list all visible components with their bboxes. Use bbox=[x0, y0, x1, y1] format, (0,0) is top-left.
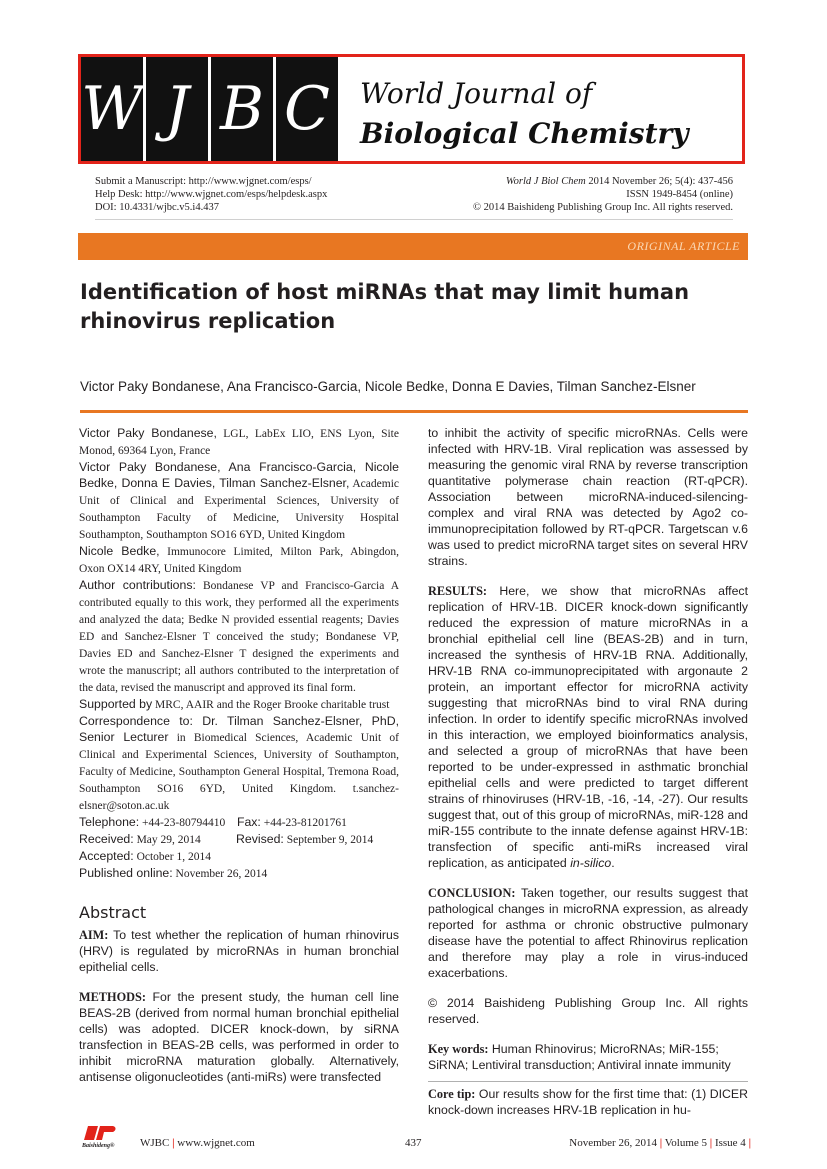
journal-masthead bbox=[78, 54, 745, 164]
article-type-label: ORIGINAL ARTICLE bbox=[627, 239, 740, 253]
baishideng-logo bbox=[82, 1124, 122, 1154]
journal-name-line1: World Journal of bbox=[360, 77, 593, 110]
contact-numbers: Telephone: +44-23-80794410 Fax: +44-23-81201761 bbox=[79, 815, 347, 829]
affiliations-block bbox=[79, 425, 399, 882]
correspondence: Correspondence to: Dr. Tilman Sanchez-Elsner, PhD, Senior Lecturer in Biomedical Sciences, Academic Unit of Clinical and Experimental Sciences, University of Southampton, Faculty of Medicine, Southampton General Hospital, Tremona Road, Southampton SO16 6YD, United Kingdom. t.sanchez-elsner@soton.ac.uk bbox=[79, 714, 399, 812]
footer-volume: Volume 5 bbox=[664, 1137, 708, 1149]
author-divider bbox=[80, 410, 748, 413]
article-title: Identification of host miRNAs that may limit human rhinovirus replication bbox=[80, 280, 690, 333]
affiliation-3: Nicole Bedke, Immunocore Limited, Milton Park, Abingdon, Oxon OX14 4RY, United Kingdom bbox=[79, 544, 399, 575]
logo-letter-b: B bbox=[211, 57, 276, 161]
affiliation-2: Victor Paky Bondanese, Ana Francisco-Garcia, Nicole Bedke, Donna E Davies, Tilman Sanchez-Elsner, Academic Unit of Clinical and Experimental Sciences, University of Southampton Faculty of Medicine, University Hospital Southampton, Southampton SO16 6YD, United Kingdom bbox=[79, 460, 399, 541]
author-contributions: Author contributions: Bondanese VP and Francisco-Garcia A contributed equally to this work, they performed all the experiments and analyzed the data; Bedke N provided essential reagents; Davies ED and Sanchez-Elsner T conceived the study; Bondanese VP, Davies ED and Sanchez-Elsner T designed the experiments and wrote the manuscript; all authors contributed to the interpretation of the data, revised the manuscript and approved its final form. bbox=[79, 578, 399, 694]
abstract-methods-continued: to inhibit the activity of specific microRNAs. Cells were infected with HRV-1B. Viral replication was assessed by measuring the genomic viral RNA by reverse transcription quantitative polymerase chain reaction (RT-qPCR). Association between microRNA-induced-silencing-complex and viral RNA was detected by Ago2 co-immunoprecipitation followed by RT-qPCR. Targetscan v.6 was used to predict microRNA target sites on several HRV strains. bbox=[428, 426, 748, 568]
journal-name-line2: Biological Chemistry bbox=[360, 117, 689, 150]
footer-date: November 26, 2014 bbox=[569, 1137, 657, 1149]
abstract-heading: Abstract bbox=[79, 903, 147, 922]
abstract-results: RESULTS: Here, we show that microRNAs affect replication of HRV-1B. DICER knock-down significantly reduced the expression of mature microRNAs in a bronchial epithelial cell line (BEAS-2B) and in turn, increased the synthesis of HRV-1B RNA. Additionally, HRV-1B RNA co-immunoprecipitated with argonaute 2 protein, an important effector for microRNA activity suggesting that microRNAs bind to viral RNA during infection. In order to identify specific microRNAs involved in this interaction, we employed bioinformatics analysis, and selected a group of microRNAs that have been reported to be under-expressed in asthmatic bronchial epithelial cells and were predicted to target different strains of rhinoviruses (HRV-1B, -16, -14, -27). Our results suggest that, out of this group of microRNAs, miR-128 and miR-155 contribute to the innate defense against HRV-1B: transfection of specific anti-miRs increased viral replication, as anticipated in-silico. bbox=[428, 584, 748, 870]
article-type-bar bbox=[78, 233, 748, 260]
abstract-right bbox=[428, 425, 748, 1118]
footer-website[interactable]: www.wjgnet.com bbox=[177, 1137, 255, 1149]
header-divider bbox=[95, 219, 733, 220]
abstract-methods: METHODS: For the present study, the human cell line BEAS-2B (derived from normal human bronchial epithelial cells) was adopted. DICER knock-down, by siRNA transfection in BEAS-2B cells, was performed in order to inhibit microRNA maturation globally. Alternatively, antisense oligonucleotides (anti-miRs) were transfected bbox=[79, 990, 399, 1084]
abstract-conclusion: CONCLUSION: Taken together, our results suggest that pathological changes in microRNA expression, as already reported for asthma or chronic obstructive pulmonary disease have the potential to affect Rhinovirus replication and therefore may play a role in virus-induced exacerbations. bbox=[428, 886, 748, 980]
core-tip: Core tip: Our results show for the first time that: (1) DICER knock-down increases HRV-1B replication in hu- bbox=[428, 1087, 748, 1117]
received-revised: Received: May 29, 2014 Revised: September 9, 2014 bbox=[79, 832, 374, 846]
funding: Supported by MRC, AAIR and the Roger Brooke charitable trust bbox=[79, 697, 390, 711]
footer-issue: Issue 4 bbox=[714, 1137, 746, 1149]
page-number: 437 bbox=[405, 1137, 422, 1149]
baishideng-logo-icon bbox=[82, 1124, 122, 1154]
header-copyright: © 2014 Baishideng Publishing Group Inc. All rights reserved. bbox=[473, 202, 733, 213]
submit-link[interactable]: Submit a Manuscript: http://www.wjgnet.com/esps/ bbox=[95, 176, 312, 187]
doi-link[interactable]: DOI: 10.4331/wjbc.v5.i4.437 bbox=[95, 202, 219, 213]
logo-wordmark: Baishideng® bbox=[82, 1143, 115, 1149]
published-date: Published online: November 26, 2014 bbox=[79, 866, 268, 880]
author-list: Victor Paky Bondanese, Ana Francisco-Garcia, Nicole Bedke, Donna E Davies, Tilman Sanchez-Elsner bbox=[80, 379, 696, 394]
accepted-date: Accepted: October 1, 2014 bbox=[79, 849, 211, 863]
key-words: Key words: Human Rhinovirus; MicroRNAs; MiR-155; SiRNA; Lentiviral transduction; Antiviral innate immunity bbox=[428, 1042, 731, 1072]
footer-right: November 26, 2014 | Volume 5 | Issue 4 | bbox=[569, 1137, 751, 1149]
footer-left: WJBC | www.wjgnet.com bbox=[140, 1137, 255, 1149]
footer-journal: WJBC bbox=[140, 1137, 170, 1149]
core-tip-divider bbox=[428, 1081, 748, 1082]
logo-letter-c: C bbox=[276, 57, 341, 161]
abstract-aim: AIM: To test whether the replication of human rhinovirus (HRV) is regulated by microRNAs in human bronchial epithelial cells. bbox=[79, 928, 399, 974]
citation: World J Biol Chem 2014 November 26; 5(4): 437-456 bbox=[505, 176, 733, 187]
issn: ISSN 1949-8454 (online) bbox=[626, 189, 733, 200]
logo-letter-j: J bbox=[146, 57, 211, 161]
helpdesk-link[interactable]: Help Desk: http://www.wjgnet.com/esps/helpdesk.aspx bbox=[95, 189, 328, 200]
logo-letter-w: W bbox=[81, 57, 146, 161]
abstract-left bbox=[79, 927, 399, 1085]
abstract-copyright: © 2014 Baishideng Publishing Group Inc. All rights reserved. bbox=[428, 996, 748, 1026]
affiliation-1: Victor Paky Bondanese, LGL, LabEx LIO, ENS Lyon, Site Monod, 69364 Lyon, France bbox=[79, 426, 399, 457]
